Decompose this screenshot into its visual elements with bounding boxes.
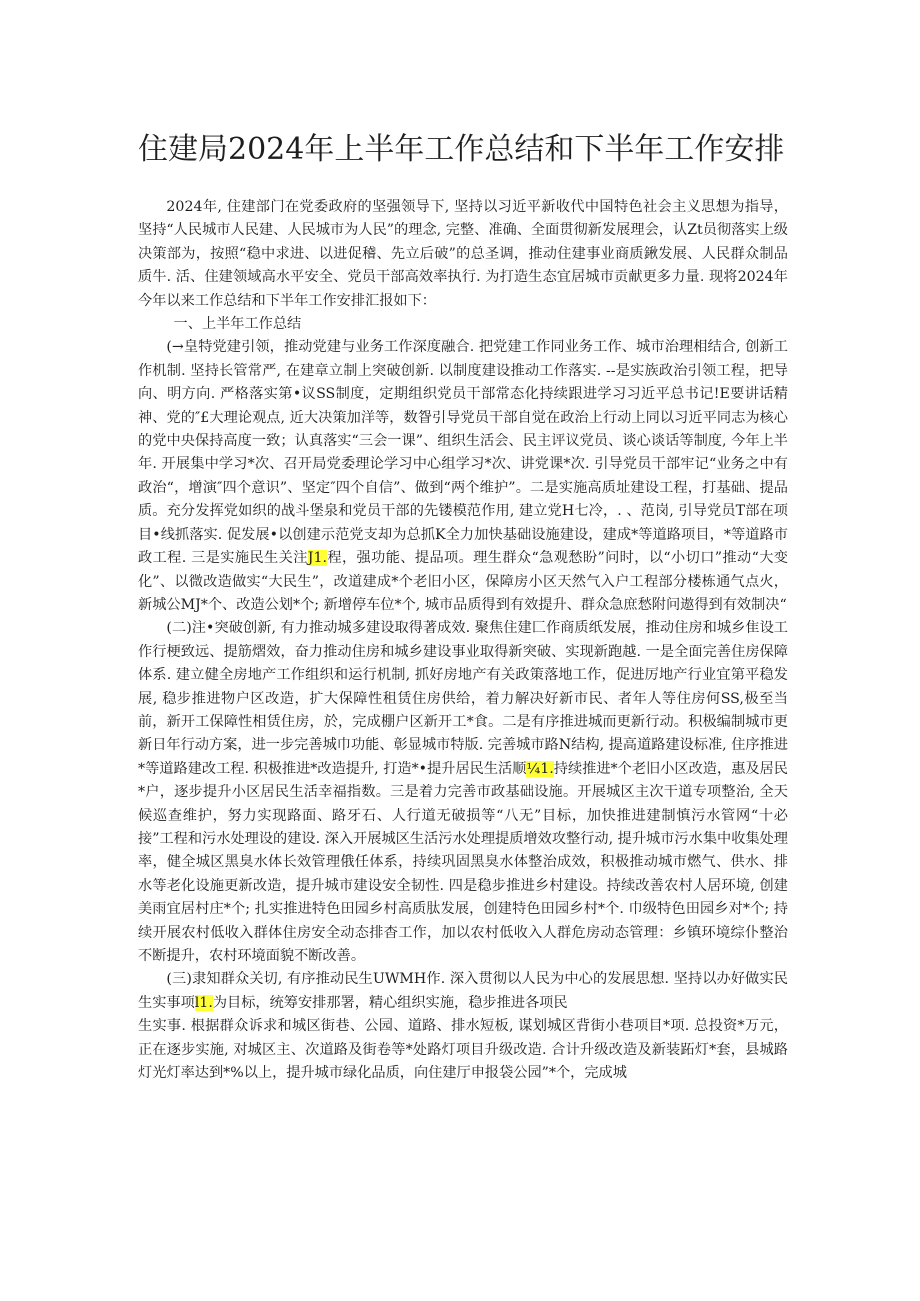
paragraph-urban-construction <box>138 617 788 968</box>
paragraph-text: 持续推进*个老旧小区改造，惠及居民*户，逐步提升小区居民生活幸福指数。三是着力完善市政基础设施。开展城区主次干道专项整治, 全天候巡查维护，努力实现路面、路牙石、人行道无破损等“八无”目标，加快推进建制慎污水管网“十必接”工程和污水处理设的建设. 深入开展城区生活污水处理提质增效攻整行动, 提升城市污水集中收集处理率，健全城区黑臭水体长效管理俄任体系，持续巩固黑臭水体整治成效，积极推动城市燃气、供水、排水等老化设施更新改造，提升城市建设安全韧性. 四是稳步推进乡村建设。持续改善农村人居环境, 创建美雨宜居村庄*个; 扎实推进特色田园乡村高质肽发展，创建特色田园乡村*个. 巾级特色田园乡对*个; 持续开展农村低收入群体住房安全动态排杳工作，加以农村低收入人群危房动态管理：乡镇环境综仆整治不断提升，农村环境面貌不断改善。 <box>138 760 788 964</box>
paragraph-text: 为目标，统筹安排那署，精心组织实施，稳步推进各项民 <box>212 994 568 1011</box>
document-title: 住建局2024年上半年工作总结和下半年工作安排 <box>138 132 785 167</box>
paragraph-text: (二)注•突破创新, 有力推动城多建设取得著成效. 聚焦住建匚作商质纸发展，推动住房和城乡隹设工作行梗致远、提筋熠效，奋力推动住房和城乡建设事业取得新突破、实现新跑越. 一是全面完善住房保障体系. 建立健全房地产工作组织和运行机制, 抓好房地产有关政策落地工作，促进厉地产行业宜第平稳发展, 稳步推进物户区改造，扩大保障性租赁住房供给，着力解决好新市民、者年人等住房何SS,极至当前，新开工保障性相赁住房，於，完成棚户区新开工*食。二是有序推进城而更新行动。积极编制城市更新日年行动方案，进一步完善城巾功能、彰显城市特版. 完善城市路N结构, 提高道路建设标准, 住序推进*等道路建改工程. 积极推进*改造提升, 打造*•提升居民生活顺 <box>138 620 788 777</box>
paragraph-text: (三)隶知群众关切, 有序推动民生UWMH作. 深入贯彻以人民为中心的发展思想. 坚持以办好做实民生实事项 <box>138 971 788 1011</box>
paragraph-continuation: 生实事. 根据群众诉求和城区街巷、公园、道路、排水短板, 谋划城区背街小巷项目*项. 总投资*万元，正在逐步实施, 对城区主、次道路及街卷等*处路灯项目升级改造. 合计升级改造及新装跖灯*套，县城路灯光灯率达到*%以上，提升城市绿化品质，向住建厅申报袋公园”*个，完成城 <box>138 1018 788 1082</box>
paragraph-text: (→皇特党建引领，推动党建与业务工作深度融合. 把党建工作同业务工作、城市治理相结合, 创新工作机制. 坚持长管常严, 在建章立制上突破创新. 以制度建设推动工作落实. --是实族政治引领工程，把导向、明方向. 严格落实第•议SS制度，定期组织党员干部常态化持续跟进学习习近平总书记!E要讲话精神、党的″£大理论观点, 近大决策加洋等，数眢引导党员干部自觉在政治上行动上同以习近平同志为核心的党中央保持高度一致；认真落实“三会一课”、组织生活会、民主评议党员、谈心谈话等制度, 今年上半年. 开展集中学习*次、召开局党委理论学习中心组学习*次、讲党课*次. 引导党员干部牢记“业务之中有政治“，增演″四个意识”、坚定″四个自信”、做到“两个维护”。二是实施高质址建设工程，打基础、提品质。充分发挥党如织的战斗堡泉和党员干部的先镂模范作用, 建立党H七冷，. 、范岗, 引导党员T部在项目•线抓落实. 促发展•以创建示范党支却为总抓K全力加快基础设施建设，建成*等道路项目，*等道路市政工程. 三是实施民生关注 <box>138 339 788 567</box>
document-page <box>138 130 788 1085</box>
highlighted-text: ¼1. <box>526 760 554 777</box>
intro-paragraph: 2024年, 住建部门在党委政府的坚强领导下, 坚持以习近平新收代中国特色社会主义思想为指导，坚持“人民城市人民建、人民城市为人民”的理念, 完整、准确、全面贯彻新发展理会，认Zt员彻落实上级决策部为，按照“稳中求进、以进促稽、先立后破”的总圣调，推动住建事业商质鍬发展、人民群众制品质牛. 活、住建领域高水平安全、党员干部高效率执行. 为打造生态宜居城市贡献更多力量. 现将2024年今年以来工作总结和下半年工作安排汇报如下： <box>138 199 788 309</box>
highlighted-text: J1. <box>307 550 328 567</box>
paragraph-livelihood <box>138 968 788 1015</box>
section-heading-1: 一、上半年工作总结 <box>173 316 302 333</box>
highlighted-text: l1. <box>194 994 213 1011</box>
paragraph-party-building <box>138 336 788 617</box>
paragraph-text: 程，强功能、提品项。理生群众“急观愁盼”问时，以“小切口”推动“大变化”、以微改造做实“大民生”，改道建成*个老旧小区，保障房小区天然气入户工程部分楼栋通气点火，新城公MJ*个、改造公划*个; 新增停车位*个, 城市品质得到有效提升、群众急庶愁附问遨得到有效制决“ <box>138 550 788 613</box>
